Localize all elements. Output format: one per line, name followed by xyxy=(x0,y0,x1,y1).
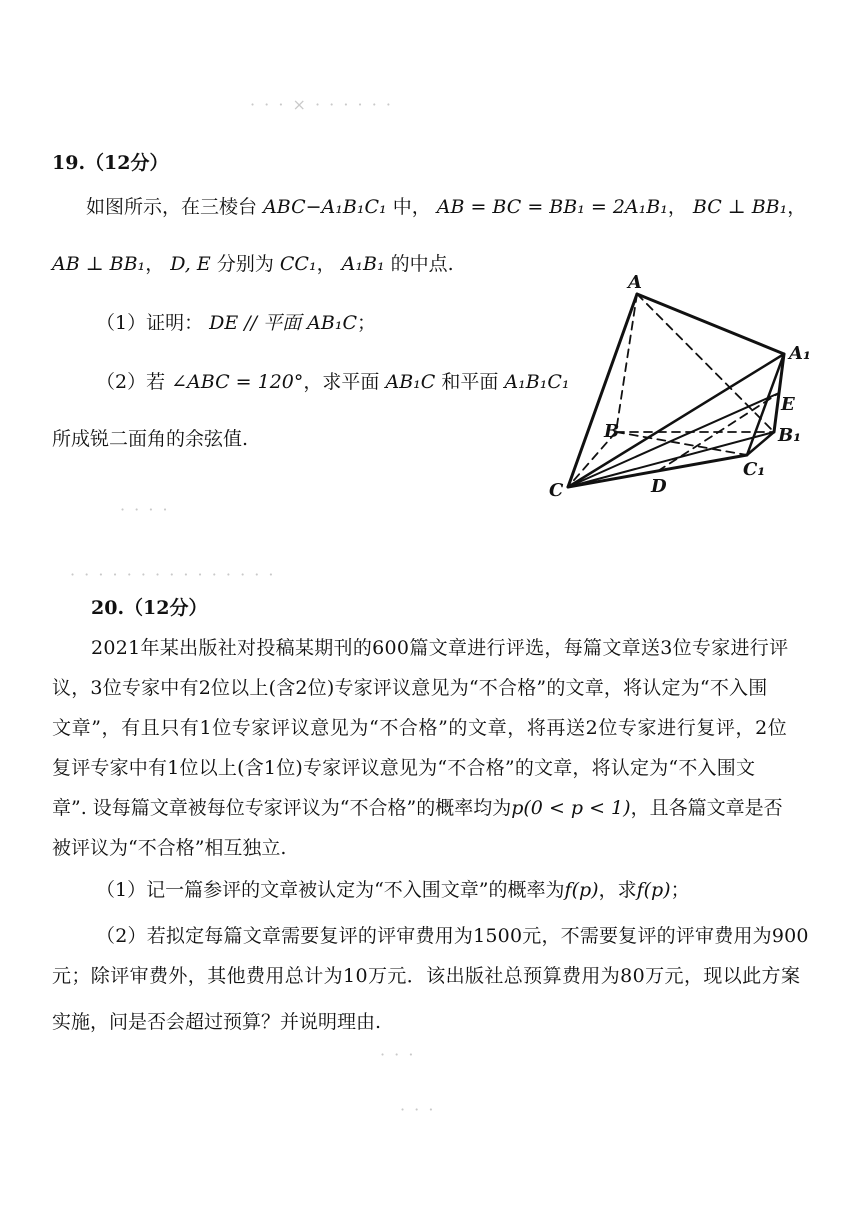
q19-header: 19.（12分） xyxy=(52,152,169,174)
q19-part1 xyxy=(96,311,376,335)
q20-line4: 复评专家中有1位以上(含1位)专家评议意见为“不合格”的文章，将认定为“不入围文 xyxy=(52,757,756,779)
q19-frustum-expr: ABC−A₁B₁C₁ xyxy=(263,196,387,218)
q20-text: ，求 xyxy=(598,879,637,901)
edge-BC-hidden xyxy=(568,432,616,487)
q19-part1-expr: DE // 平面 AB₁C xyxy=(209,312,358,334)
q19-perp-expr: BC ⊥ BB₁ xyxy=(692,196,788,218)
q19-text: 分别为 xyxy=(216,253,274,275)
q20-func-expr: f(p) xyxy=(636,879,671,901)
q19-text: 和平面 xyxy=(441,371,499,393)
q19-segment-expr: CC₁ xyxy=(279,253,317,275)
q19-segment-expr: A₁B₁ xyxy=(341,253,385,275)
q20-part2-line1: （2）若拟定每篇文章需要复评的评审费用为1500元，不需要复评的评审费用为900 xyxy=(96,925,809,947)
q19-text: （1）证明： xyxy=(96,312,204,334)
label-C1: C₁ xyxy=(743,459,766,480)
q19-line2 xyxy=(52,252,454,276)
q20-line5 xyxy=(52,796,783,820)
edge-A1C xyxy=(568,354,784,487)
edge-AA1 xyxy=(637,294,784,354)
edge-A1C1 xyxy=(747,354,784,455)
q19-perp-expr: AB ⊥ BB₁ xyxy=(52,253,146,275)
label-A: A xyxy=(628,272,642,293)
label-C: C xyxy=(549,480,564,501)
bleed-through-text: · · · · · · · · · · · · · · · xyxy=(70,565,276,584)
q19-text: 的中点. xyxy=(390,253,454,275)
edge-AB1-hidden xyxy=(637,294,774,432)
q20-prob-expr: p(0 < p < 1) xyxy=(511,797,631,819)
edge-C1B1 xyxy=(747,432,774,455)
q19-text: ； xyxy=(357,312,377,334)
label-B: B xyxy=(604,421,620,442)
edge-CE xyxy=(568,393,779,487)
q19-part2-cont: 所成锐二面角的余弦值. xyxy=(52,428,249,450)
q19-text: （2）若 xyxy=(96,371,166,393)
bleed-through-text: · · · × · · · · · · xyxy=(250,95,393,114)
q19-sep: ， xyxy=(145,253,165,275)
edge-DE-hidden xyxy=(658,393,779,471)
q20-part1 xyxy=(96,878,690,902)
q19-line1 xyxy=(86,195,806,219)
label-E: E xyxy=(781,394,795,415)
edge-CC1 xyxy=(568,455,747,487)
q19-points-expr: D, E xyxy=(170,253,211,275)
q19-part2 xyxy=(96,370,570,394)
label-B1: B₁ xyxy=(778,425,802,446)
label-D: D xyxy=(651,476,667,497)
edge-AC xyxy=(568,294,637,487)
edge-A1B1 xyxy=(774,354,784,432)
q19-text: ，求平面 xyxy=(303,371,380,393)
q20-text: ，且各篇文章是否 xyxy=(630,797,783,819)
q19-equality-expr: AB = BC = BB₁ = 2A₁B₁ xyxy=(436,196,668,218)
q19-sep: ， xyxy=(316,253,336,275)
q19-plane-expr: A₁B₁C₁ xyxy=(504,371,570,393)
q20-line1: 2021年某出版社对投稿某期刊的600篇文章进行评选，每篇文章送3位专家进行评 xyxy=(91,637,789,659)
edge-BC1-hidden xyxy=(616,432,747,455)
bleed-through-text: · · · xyxy=(400,1100,436,1119)
q20-func-expr: f(p) xyxy=(564,879,599,901)
q19-angle-expr: ∠ABC = 120° xyxy=(171,371,304,393)
q19-text: 如图所示，在三棱台 xyxy=(86,196,258,218)
q19-plane-expr: AB₁C xyxy=(385,371,436,393)
q20-header: 20.（12分） xyxy=(91,597,208,619)
q20-line3: 文章”，有且只有1位专家评议意见为“不合格”的文章，将再送2位专家进行复评，2位 xyxy=(52,717,788,739)
q20-part2-line3: 实施，问是否会超过预算？并说明理由. xyxy=(52,1011,382,1033)
q20-line6: 被评议为“不合格”相互独立. xyxy=(52,837,287,859)
q20-line2: 议，3位专家中有2位以上(含2位)专家评议意见为“不合格”的文章，将认定为“不入围 xyxy=(52,677,768,699)
label-A1: A₁ xyxy=(789,343,811,364)
edge-CB1 xyxy=(568,432,774,487)
bleed-through-text: · · · xyxy=(380,1045,416,1064)
q20-part2-line2: 元；除评审费外，其他费用总计为10万元．该出版社总预算费用为80万元，现以此方案 xyxy=(52,965,801,987)
q20-text: （1）记一篇参评的文章被认定为“不入围文章”的概率为 xyxy=(96,879,565,901)
q19-sep: ， xyxy=(667,196,687,218)
q19-text: 中， xyxy=(392,196,431,218)
q19-sep: ， xyxy=(787,196,807,218)
q20-text: 章”. 设每篇文章被每位专家评议为“不合格”的概率均为 xyxy=(52,797,512,819)
edge-AB-hidden xyxy=(616,294,637,432)
q20-text: ； xyxy=(670,879,690,901)
bleed-through-text: · · · · xyxy=(120,500,170,519)
